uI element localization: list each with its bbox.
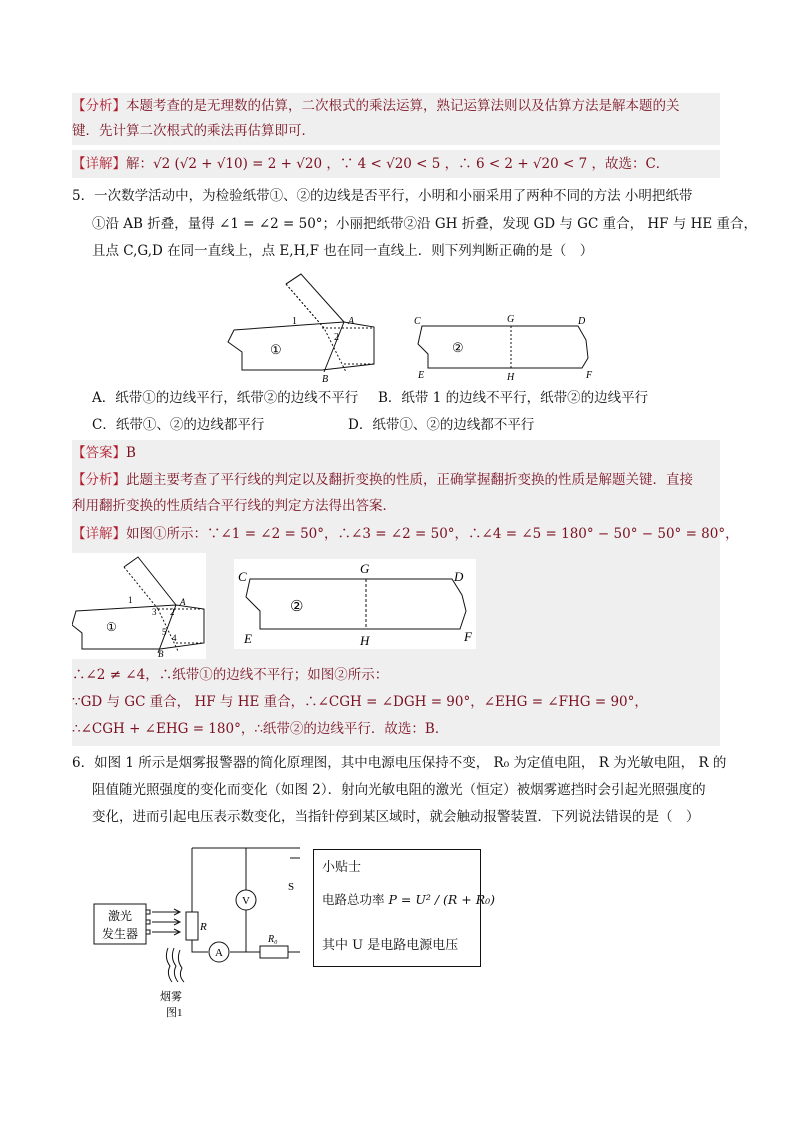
resistor-R: [186, 912, 198, 940]
q5-figure-strip1: [226, 272, 376, 384]
sol-fig2-label-E: E: [244, 631, 252, 646]
sol-fig2-label-F: F: [464, 629, 472, 644]
sol-fig1-label-A: A: [180, 597, 186, 607]
switch-label: S: [288, 881, 295, 893]
q5-fig2-label-D: D: [578, 316, 586, 327]
q5-analysis-line1: 【分析】此题主要考查了平行线的判定以及翻折变换的性质，正确掌握翻折变换的性质是解题关键．直接: [72, 472, 693, 488]
q5-fig1-label-B: B: [322, 374, 329, 384]
sol-fig1-label-3: 3: [152, 607, 157, 617]
q5-fig2-label-C: C: [414, 316, 421, 327]
sol-fig1-label-B: B: [158, 649, 164, 659]
q5-fig1-label-strip: ①: [270, 342, 282, 357]
sol-fig2-label-D: D: [454, 569, 464, 584]
sol-fig1-label-4: 4: [172, 633, 177, 643]
q5-question-line3: 且点 C,G,D 在同一直线上，点 E,H,F 也在同一直线上．则下列判断正确的是（ ）: [92, 243, 594, 259]
q5-fig2-label-G: G: [507, 314, 515, 325]
q6-question-line2: 阻值随光照强度的变化而变化（如图 2）．射向光敏电阻的激光（恒定）被烟雾遮挡时会引起光照强度的: [92, 782, 706, 798]
tip-box: [313, 849, 496, 967]
q5-option-d: D．纸带①、②的边线都不平行: [348, 417, 535, 433]
q5-fig2-label-H: H: [507, 372, 515, 383]
tip-line2: 其中 U 是电路电源电压: [322, 938, 459, 953]
tip-title: 小贴士: [322, 860, 362, 875]
smoke-label: 烟雾: [160, 991, 182, 1003]
resistor-R0-label: R₀: [268, 934, 278, 945]
q5-fig2-label-F: F: [586, 370, 593, 381]
sol-fig2-label-strip: ②: [290, 599, 304, 615]
q6-circuit-figure: [88, 840, 318, 1020]
q5-figure-strip2: [410, 312, 600, 384]
q5-detail-line2: ∴∠2 ≠ ∠4，∴纸带①的边线不平行；如图②所示：: [72, 667, 389, 683]
q5-detail-line3: ∵GD 与 GC 重合， HF 与 HE 重合，∴∠CGH = ∠DGH = 90°，∠EHG = ∠FHG = 90°，: [72, 694, 648, 710]
sol-fig2-label-C: C: [238, 569, 247, 584]
q6-question-line3: 变化，进而引起电压表示数变化，当指针停到某区域时，就会触动报警装置．下列说法错误的是（ ）: [92, 809, 700, 825]
q5-fig1-label-A: A: [348, 316, 355, 327]
q5-solution-figure1: [72, 553, 206, 659]
sol-fig2-label-G: G: [360, 561, 370, 576]
q5-option-a: A．纸带①的边线平行，纸带②的边线不平行: [92, 390, 359, 406]
q6-question-line1: 6．如图 1 所示是烟雾报警器的简化原理图，其中电源电压保持不变， R₀ 为定值电阻， R 为光敏电阻， R 的: [72, 755, 727, 771]
q5-answer-line: 【答案】B: [72, 445, 136, 461]
q4-detail-line: 【详解】解：√2 (√2 + √10) = 2 + √20 ，∵ 4 < √20 < 5 ，∴ 6 < 2 + √20 < 7 ，故选：C．: [72, 156, 670, 172]
smoke-icon: [166, 948, 184, 982]
q5-fig2-label-E: E: [418, 370, 425, 381]
figure1-caption: 图1: [166, 1007, 183, 1019]
q5-option-c: C．纸带①、②的边线都平行: [92, 417, 265, 433]
sol-fig1-label-2: 2: [170, 607, 175, 617]
q5-fig1-label-2: 2: [334, 332, 339, 343]
q5-analysis-line2: 利用翻折变换的性质结合平行线的判定方法得出答案．: [72, 498, 396, 514]
laser-label-1: 激光: [108, 909, 133, 923]
sol-fig1-label-strip: ①: [106, 620, 117, 634]
tip-formula-prefix: 电路总功率: [322, 892, 385, 907]
resistor-R-label: R: [200, 921, 207, 933]
voltmeter-label: V: [242, 895, 250, 907]
q5-detail-line4: ∴∠CGH + ∠EHG = 180°，∴纸带②的边线平行．故选：B．: [72, 721, 449, 737]
q4-analysis-line2: 键．先计算二次根式的乘法再估算即可．: [72, 123, 315, 139]
q5-question-line2: ①沿 AB 折叠，量得 ∠1 = ∠2 = 50°；小丽把纸带②沿 GH 折叠，发现 GD 与 GC 重合， HF 与 HE 重合，: [92, 216, 758, 232]
ammeter-label: A: [215, 947, 223, 959]
resistor-R0: [260, 946, 288, 958]
q4-analysis-line1: 【分析】本题考查的是无理数的估算，二次根式的乘法运算，熟记运算法则以及估算方法是解本题的关: [72, 98, 680, 114]
sol-fig1-label-5: 5: [162, 627, 167, 637]
q5-solution-figure2: [234, 559, 476, 649]
tip-formula-expression: P = U² / (R + R₀): [388, 892, 496, 907]
q5-fig1-label-1: 1: [292, 316, 297, 327]
q5-fig2-label-strip: ②: [452, 340, 464, 355]
tip-formula: [322, 890, 495, 908]
q5-question-line1: 5．一次数学活动中，为检验纸带①、②的边线是否平行，小明和小丽采用了两种不同的方法 小明把纸带: [72, 188, 693, 204]
sol-fig1-label-1: 1: [128, 595, 133, 605]
laser-label-2: 发生器: [102, 927, 139, 941]
q5-detail-line1: 【详解】如图①所示：∵∠1 = ∠2 = 50°，∴∠3 = ∠2 = 50°，∴∠4 = ∠5 = 180° − 50° − 50° = 80°，: [72, 526, 739, 542]
q5-option-b: B．纸带 1 的边线不平行，纸带②的边线平行: [378, 390, 649, 406]
sol-fig2-label-H: H: [360, 633, 370, 648]
